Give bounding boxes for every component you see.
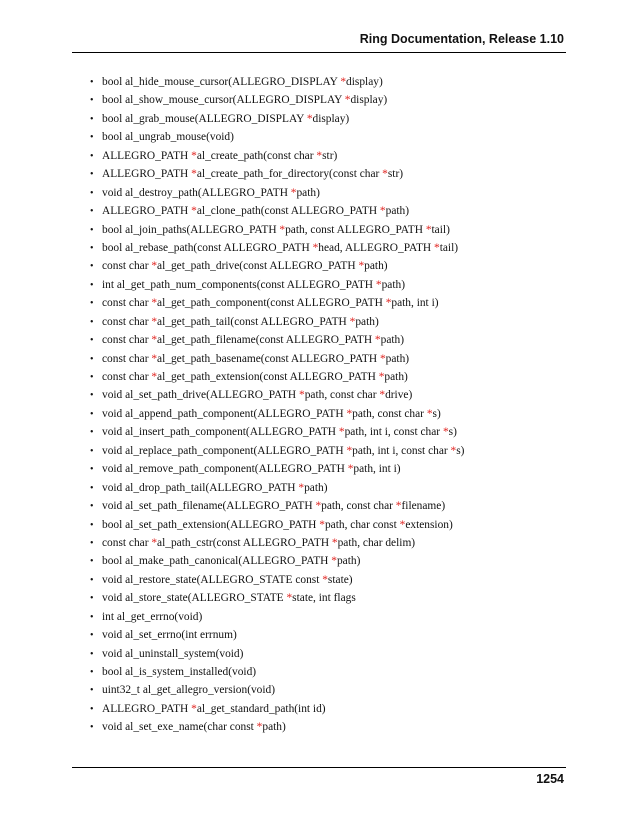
signature-segment: al_clone_path(const ALLEGRO_PATH [196, 205, 380, 218]
signature-segment: s) [448, 426, 457, 439]
pointer-star: * [349, 315, 356, 328]
bullet-icon: • [90, 77, 94, 88]
signature-segment: tail) [431, 223, 450, 236]
page-number: 1254 [536, 772, 564, 786]
pointer-star: * [286, 592, 293, 605]
signature-segment: ALLEGRO_PATH [102, 205, 192, 218]
bullet-icon: • [90, 95, 94, 107]
function-signature [102, 666, 256, 678]
signature-segment: int al_get_path_num_components(const ALLEGRO_PATH [102, 278, 376, 291]
signature-segment: al_get_path_drive(const ALLEGRO_PATH [157, 260, 359, 273]
pointer-star: * [344, 94, 351, 107]
list-item [90, 460, 570, 478]
function-signature [102, 168, 403, 180]
bullet-icon: • [90, 574, 94, 586]
bullet-icon: • [90, 169, 94, 181]
function-signature [102, 684, 275, 696]
signature-segment: al_get_path_component(const ALLEGRO_PATH [157, 297, 386, 310]
function-signature [102, 629, 237, 641]
pointer-star: * [256, 721, 263, 734]
bullet-icon: • [90, 501, 94, 513]
bullet-icon: • [90, 279, 94, 291]
list-item [90, 313, 570, 331]
list-item [90, 442, 570, 460]
list-item [90, 571, 570, 589]
signature-segment: al_get_path_basename(const ALLEGRO_PATH [157, 352, 380, 365]
function-signature [102, 426, 457, 438]
pointer-star: * [375, 278, 382, 291]
signature-segment: bool al_rebase_path(const ALLEGRO_PATH [102, 241, 313, 254]
function-signature [102, 260, 388, 272]
bullet-icon: • [90, 722, 94, 734]
signature-segment: const char [102, 260, 152, 273]
bullet-icon: • [90, 132, 94, 144]
bullet-icon: • [90, 372, 94, 383]
signature-segment: bool al_is_system_installed(void) [102, 666, 257, 678]
pointer-star: * [426, 407, 433, 420]
function-signature [102, 389, 412, 401]
pointer-star: * [191, 205, 197, 218]
function-signature [102, 113, 349, 125]
list-item [90, 405, 570, 423]
pointer-star: * [322, 573, 328, 586]
pointer-star: * [151, 260, 158, 273]
signature-segment: ALLEGRO_PATH [102, 149, 192, 162]
signature-segment: path, const char [321, 500, 396, 513]
list-item [90, 331, 570, 349]
list-item [90, 147, 570, 165]
signature-segment: void al_drop_path_tail(ALLEGRO_PATH [102, 481, 299, 494]
bullet-icon: • [90, 464, 94, 476]
pointer-star: * [442, 426, 449, 439]
pointer-star: * [319, 518, 325, 531]
bullet-icon: • [90, 206, 94, 218]
function-signature [102, 721, 286, 733]
signature-segment: str) [322, 149, 338, 162]
signature-segment: s) [456, 444, 465, 457]
list-item [90, 663, 570, 681]
pointer-star: * [298, 481, 305, 494]
bullet-icon: • [90, 390, 94, 402]
pointer-star: * [340, 76, 347, 88]
signature-segment: path, int i) [353, 463, 401, 476]
signature-segment: path, int i, const char [344, 426, 443, 439]
signature-segment: int al_get_errno(void) [102, 610, 203, 623]
pointer-star: * [315, 500, 322, 513]
list-item [90, 479, 570, 497]
bullet-icon: • [90, 408, 94, 420]
signature-segment: const char [102, 371, 152, 383]
bullet-icon: • [90, 519, 94, 531]
function-signature [102, 574, 353, 586]
pointer-star: * [378, 371, 385, 383]
function-signature [102, 703, 326, 715]
pointer-star: * [279, 223, 286, 236]
signature-segment: display) [350, 94, 388, 107]
bullet-icon: • [90, 427, 94, 439]
pointer-star: * [382, 168, 388, 181]
signature-segment: path) [336, 555, 361, 568]
pointer-star: * [346, 444, 353, 457]
pointer-star: * [338, 426, 345, 439]
function-signature [102, 482, 327, 494]
list-item [90, 516, 570, 534]
signature-segment: void al_insert_path_component(ALLEGRO_PATH [102, 426, 339, 439]
signature-segment: const char [102, 536, 152, 549]
signature-segment: bool al_make_path_canonical(ALLEGRO_PATH [102, 555, 332, 568]
function-signature [102, 537, 415, 549]
list-item [90, 350, 570, 368]
pointer-star: * [191, 149, 197, 162]
signature-segment: bool al_hide_mouse_cursor(ALLEGRO_DISPLAY [102, 76, 341, 88]
function-signature [102, 353, 409, 365]
bullet-icon: • [90, 261, 94, 273]
pointer-star: * [290, 186, 297, 199]
bullet-icon: • [90, 685, 94, 697]
list-item [90, 110, 570, 128]
signature-segment: void al_store_state(ALLEGRO_STATE [102, 592, 287, 605]
signature-segment: void al_remove_path_component(ALLEGRO_PATH [102, 463, 348, 476]
signature-segment: const char [102, 315, 152, 328]
list-item [90, 534, 570, 552]
function-signature [102, 408, 441, 420]
bullet-icon: • [90, 113, 94, 125]
function-list [90, 73, 570, 737]
footer-divider [72, 767, 566, 768]
signature-segment: al_get_path_filename(const ALLEGRO_PATH [157, 334, 375, 347]
function-signature [102, 592, 356, 604]
function-signature [102, 76, 383, 88]
pointer-star: * [385, 297, 392, 310]
signature-segment: bool al_grab_mouse(ALLEGRO_DISPLAY [102, 112, 307, 125]
signature-segment: bool al_ungrab_mouse(void) [102, 131, 234, 144]
bullet-icon: • [90, 648, 94, 660]
function-signature [102, 519, 453, 531]
list-item [90, 165, 570, 183]
signature-segment: path) [380, 334, 405, 347]
signature-segment: tail) [439, 241, 459, 254]
bullet-icon: • [90, 630, 94, 642]
pointer-star: * [306, 112, 313, 125]
signature-segment: path, char const [324, 518, 400, 531]
pointer-star: * [191, 702, 197, 715]
signature-segment: void al_append_path_component(ALLEGRO_PATH [102, 407, 347, 420]
list-item [90, 202, 570, 220]
pointer-star: * [425, 223, 432, 236]
function-signature [102, 205, 409, 217]
list-item [90, 239, 570, 257]
signature-segment: display) [346, 76, 383, 88]
list-item [90, 128, 570, 146]
function-signature [102, 648, 243, 660]
pointer-star: * [450, 444, 457, 457]
signature-segment: path, int i, const char [352, 444, 451, 457]
signature-segment: bool al_set_path_extension(ALLEGRO_PATH [102, 518, 320, 531]
pointer-star: * [151, 297, 158, 310]
signature-segment: path, int i) [391, 297, 439, 310]
bullet-icon: • [90, 593, 94, 605]
list-item [90, 221, 570, 239]
pointer-star: * [374, 334, 381, 347]
signature-segment: void al_set_exe_name(char const [102, 721, 257, 734]
bullet-icon: • [90, 187, 94, 199]
signature-segment: bool al_join_paths(ALLEGRO_PATH [102, 223, 280, 236]
function-signature [102, 316, 379, 328]
signature-segment: state, int flags [292, 592, 356, 605]
function-signature [102, 187, 320, 199]
function-signature [102, 297, 439, 309]
list-item [90, 423, 570, 441]
bullet-icon: • [90, 353, 94, 365]
list-item [90, 276, 570, 294]
signature-segment: const char [102, 352, 152, 365]
bullet-icon: • [90, 298, 94, 310]
function-signature [102, 371, 408, 383]
pointer-star: * [347, 463, 354, 476]
signature-segment: void al_set_path_filename(ALLEGRO_PATH [102, 500, 316, 513]
function-signature [102, 94, 387, 106]
signature-segment: path) [304, 481, 328, 494]
signature-segment: const char [102, 297, 152, 310]
function-signature [102, 555, 360, 567]
signature-segment: void al_set_errno(int errnum) [102, 629, 237, 642]
list-item [90, 626, 570, 644]
header-title: Ring Documentation, Release 1.10 [359, 32, 564, 46]
list-item [90, 91, 570, 109]
pointer-star: * [312, 241, 319, 254]
pointer-star: * [191, 168, 197, 181]
list-item [90, 257, 570, 275]
list-item [90, 645, 570, 663]
pointer-star: * [299, 389, 305, 402]
pointer-star: * [358, 260, 365, 273]
pointer-star: * [151, 334, 158, 347]
pointer-star: * [434, 241, 440, 254]
list-item [90, 718, 570, 736]
signature-segment: void al_destroy_path(ALLEGRO_PATH [102, 186, 291, 199]
signature-segment: path) [384, 371, 408, 383]
signature-segment: al_create_path(const char [196, 149, 317, 162]
signature-segment: al_create_path_for_directory(const char [196, 168, 383, 181]
signature-segment: path, const char [352, 407, 427, 420]
list-item [90, 368, 570, 386]
pointer-star: * [151, 371, 158, 383]
function-signature [102, 224, 450, 236]
signature-segment: const char [102, 334, 152, 347]
list-item [90, 700, 570, 718]
pointer-star: * [399, 518, 406, 531]
signature-segment: void al_uninstall_system(void) [102, 647, 244, 660]
signature-segment: path) [381, 278, 405, 291]
function-signature [102, 242, 458, 254]
pointer-star: * [331, 555, 337, 568]
bullet-icon: • [90, 611, 94, 623]
function-signature [102, 334, 404, 346]
pointer-star: * [331, 536, 338, 549]
bullet-icon: • [90, 445, 94, 457]
signature-segment: ALLEGRO_PATH [102, 702, 192, 715]
signature-segment: path) [364, 260, 388, 273]
function-signature [102, 279, 405, 291]
signature-segment: path, char delim) [337, 536, 416, 549]
signature-segment: state) [327, 573, 353, 586]
list-item [90, 608, 570, 626]
signature-segment: filename) [401, 500, 446, 513]
function-signature [102, 611, 202, 623]
signature-segment: bool al_show_mouse_cursor(ALLEGRO_DISPLAY [102, 94, 345, 107]
pointer-star: * [379, 352, 386, 365]
signature-segment: path) [385, 352, 410, 365]
signature-segment: al_get_path_extension(const ALLEGRO_PATH [157, 371, 379, 383]
bullet-icon: • [90, 316, 94, 328]
signature-segment: s) [432, 407, 441, 420]
bullet-icon: • [90, 537, 94, 549]
signature-segment: void al_restore_state(ALLEGRO_STATE const [102, 573, 323, 586]
bullet-icon: • [90, 242, 94, 254]
list-item [90, 497, 570, 515]
signature-segment: str) [387, 168, 404, 181]
signature-segment: path, const char [304, 389, 380, 402]
bullet-icon: • [90, 150, 94, 162]
bullet-icon: • [90, 224, 94, 236]
list-item [90, 681, 570, 699]
list-item [90, 552, 570, 570]
list-item [90, 73, 570, 91]
function-signature [102, 500, 445, 512]
signature-segment: al_get_path_tail(const ALLEGRO_PATH [157, 315, 350, 328]
signature-segment: path, const ALLEGRO_PATH [285, 223, 426, 236]
bullet-icon: • [90, 703, 94, 715]
signature-segment: drive) [385, 389, 413, 402]
function-signature [102, 463, 401, 475]
bullet-icon: • [90, 667, 94, 678]
function-signature [102, 131, 234, 143]
pointer-star: * [379, 389, 386, 402]
pointer-star: * [151, 536, 158, 549]
page-header [72, 28, 566, 53]
signature-segment: extension) [405, 518, 453, 531]
pointer-star: * [316, 149, 323, 162]
list-item [90, 294, 570, 312]
signature-segment: void al_set_path_drive(ALLEGRO_PATH [102, 389, 299, 402]
signature-segment: path) [385, 205, 410, 218]
signature-segment: uint32_t al_get_allegro_version(void) [102, 684, 276, 697]
pointer-star: * [151, 315, 158, 328]
pointer-star: * [151, 352, 158, 365]
signature-segment: void al_replace_path_component(ALLEGRO_PATH [102, 444, 347, 457]
list-item [90, 589, 570, 607]
pointer-star: * [346, 407, 353, 420]
signature-segment: display) [312, 112, 350, 125]
function-signature [102, 445, 464, 457]
pointer-star: * [395, 500, 402, 513]
bullet-icon: • [90, 482, 94, 494]
signature-segment: ALLEGRO_PATH [102, 168, 192, 181]
function-signature [102, 150, 337, 162]
list-item [90, 386, 570, 404]
signature-segment: head, ALLEGRO_PATH [318, 241, 434, 254]
bullet-icon: • [90, 335, 94, 347]
signature-segment: path) [355, 315, 379, 328]
signature-segment: path) [296, 186, 320, 199]
list-item [90, 184, 570, 202]
signature-segment: al_path_cstr(const ALLEGRO_PATH [157, 536, 332, 549]
signature-segment: al_get_standard_path(int id) [196, 702, 326, 715]
bullet-icon: • [90, 556, 94, 568]
pointer-star: * [379, 205, 386, 218]
signature-segment: path) [262, 721, 286, 734]
